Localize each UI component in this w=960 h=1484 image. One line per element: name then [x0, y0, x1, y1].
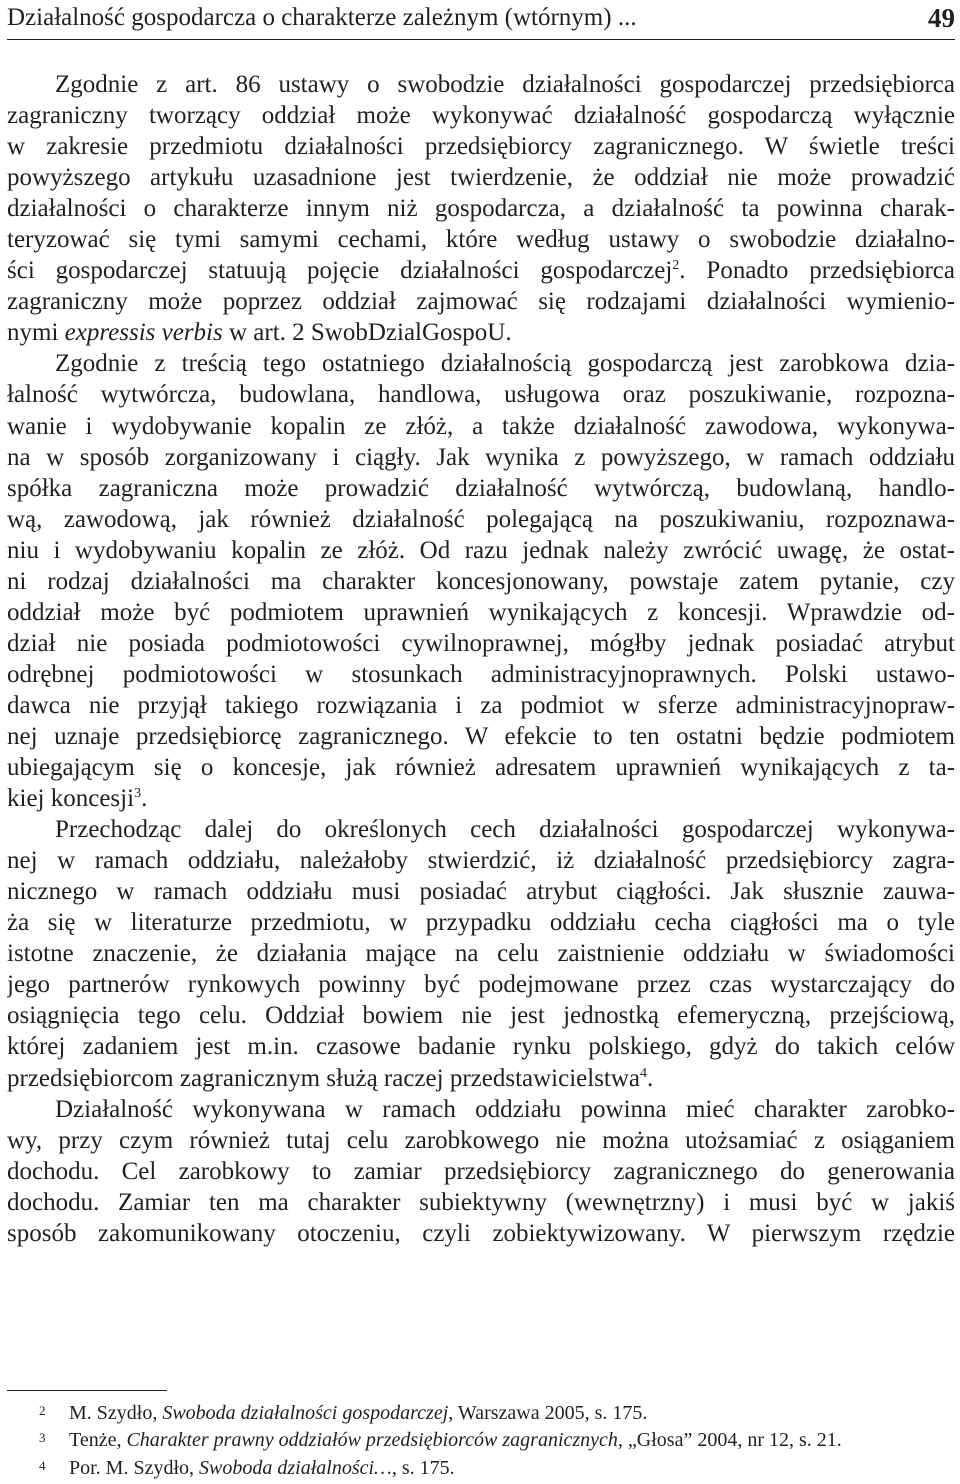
- text-line-tail: .: [141, 785, 148, 813]
- text-line: [7, 379, 955, 410]
- text-line-content: Działalność wykonywana w ramach oddziału powinna mieć charakter zarobko-: [55, 1095, 955, 1123]
- footnote-author: Por. M. Szydło,: [69, 1456, 200, 1479]
- text-line: [7, 597, 955, 628]
- text-line-content: w zakresie przedmiotu działalności przedsiębiorcy zagranicznego. W świetle treści: [7, 133, 955, 161]
- footnote: [7, 1400, 955, 1427]
- text-line: [7, 131, 955, 162]
- text-line: [7, 1218, 955, 1249]
- text-line: [7, 473, 955, 504]
- text-line-content: oddział może być podmiotem uprawnień wynikających z koncesji. Wprawdzie od-: [7, 598, 955, 626]
- text-line-content: działalności o charakterze innym niż gospodarcza, a działalność ta powinna charak-: [7, 195, 955, 223]
- text-line: [7, 659, 955, 690]
- text-line-content: jego partnerów rynkowych powinny być podejmowane przez czas wystarczający do: [7, 971, 955, 999]
- text-line: [7, 969, 955, 1000]
- italic-phrase: expressis verbis: [64, 319, 223, 347]
- text-line-tail: w art. 2 SwobDzialGospoU.: [222, 319, 512, 347]
- text-line: [7, 566, 955, 597]
- text-line-content: dawca nie przyjął takiego rozwiązania i za podmiot w sferze administracyjnopraw-: [7, 691, 955, 719]
- text-line-content: której zadaniem jest m.in. czasowe badanie rynku polskiego, gdyż do takich celów: [7, 1033, 955, 1061]
- footnote: [7, 1427, 955, 1454]
- text-line-content: przedsiębiorcom zagranicznym służą raczej przedstawicielstwa: [7, 1064, 641, 1092]
- text-line: [7, 1000, 955, 1031]
- text-line: [7, 721, 955, 752]
- text-line-content: dział nie posiada podmiotowości cywilnoprawnej, mógłby jednak posiadać atrybut: [7, 629, 955, 657]
- text-line-content: osiągnięcia tego celu. Oddział bowiem nie jest jednostką efemeryczną, przejściową,: [7, 1002, 955, 1030]
- text-line: [7, 255, 955, 286]
- text-line-content: nicznego w ramach oddziału musi posiadać atrybut ciągłości. Jak słusznie zauwa-: [7, 878, 955, 906]
- running-header: [7, 3, 955, 33]
- text-line-content: nej uznaje przedsiębiorcę zagranicznego. W efekcie to ten ostatni będzie podmiotem: [7, 722, 955, 750]
- footnote-details: , Warszawa 2005, s. 175.: [448, 1402, 648, 1424]
- text-line-content: wą, zawodową, jak również działalność polegającą na poszukiwaniu, rozpoznawa-: [7, 505, 955, 533]
- text-line-content: nymi: [7, 319, 65, 347]
- text-line: [7, 814, 955, 845]
- text-line: [7, 100, 955, 131]
- footnote-separator: [7, 1390, 167, 1391]
- text-line: [7, 752, 955, 783]
- text-line-content: ża się w literaturze przedmiotu, w przypadku oddziału cecha ciągłości ma o tyle: [7, 909, 955, 937]
- footnote: [7, 1455, 955, 1482]
- text-line: [7, 411, 955, 442]
- text-line-tail: . Ponadto przedsiębiorca: [679, 257, 955, 285]
- footnote-title: Swoboda działalności…: [199, 1456, 392, 1479]
- text-line: [7, 1063, 955, 1094]
- text-line-content: ści gospodarczej statuują pojęcie działalności gospodarczej: [7, 257, 673, 285]
- footnotes: [7, 1400, 955, 1482]
- text-line: [7, 286, 955, 317]
- text-line: [7, 907, 955, 938]
- text-line: [7, 162, 955, 193]
- text-line-content: wy, przy czym również tutaj celu zarobkowego nie można utożsamiać z osiąganiem: [7, 1126, 955, 1154]
- running-title: Działalność gospodarcza o charakterze zależnym (wtórnym) ...: [7, 4, 637, 31]
- text-line-content: Zgodnie z treścią tego ostatniego działalnością gospodarczą jest zarobkowa dzia-: [55, 350, 955, 378]
- footnote-author: M. Szydło,: [69, 1402, 163, 1424]
- text-line-content: istotne znaczenie, że działania mające na celu zaistnienie oddziału w świadomości: [7, 940, 955, 968]
- footnote-number: 3: [39, 1430, 46, 1446]
- text-line-content: ubiegającym się o koncesje, jak również adresatem uprawnień wynikających z ta-: [7, 754, 955, 782]
- text-line: [7, 535, 955, 566]
- text-line-content: łalność wytwórcza, budowlana, handlowa, usługowa oraz poszukiwanie, rozpozna-: [7, 381, 955, 409]
- text-line: [7, 938, 955, 969]
- footnote-number: 2: [39, 1403, 46, 1418]
- text-line: [7, 783, 955, 814]
- text-line-content: kiej koncesji: [7, 785, 135, 813]
- text-line: [7, 1125, 955, 1156]
- text-line-content: teryzować się tymi samymi cechami, które według ustawy o swobodzie działalno-: [7, 226, 955, 254]
- footnote-author: Tenże,: [69, 1429, 127, 1452]
- text-line: [7, 1156, 955, 1187]
- text-line: [7, 1187, 955, 1218]
- footnote-number: 4: [39, 1457, 46, 1473]
- text-line-content: nej w ramach oddziału, należałoby stwierdzić, iż działalność przedsiębiorcy zagra-: [7, 847, 955, 875]
- text-line-content: dochodu. Zamiar ten ma charakter subiektywny (wewnętrzny) i musi być w jakiś: [7, 1188, 955, 1216]
- footnote-details: , s. 175.: [391, 1456, 455, 1479]
- text-line-content: niu i wydobywaniu kopalin ze złóż. Od razu jednak należy zwrócić uwagę, że ostat-: [7, 536, 955, 564]
- text-line: [7, 193, 955, 224]
- page-number: 49: [928, 3, 955, 33]
- footnote-details: , „Głosa” 2004, nr 12, s. 21.: [617, 1429, 842, 1452]
- footnote-reference[interactable]: 2: [672, 258, 680, 274]
- text-line: [7, 690, 955, 721]
- text-line-content: Zgodnie z art. 86 ustawy o swobodzie działalności gospodarczej przedsiębiorca: [55, 71, 955, 98]
- body-text: [7, 69, 955, 1249]
- text-line-tail: .: [647, 1064, 654, 1092]
- text-line-content: sposób zakomunikowany otoczeniu, czyli zobiektywizowany. W pierwszym rzędzie: [7, 1219, 955, 1247]
- text-line: [7, 317, 955, 348]
- text-line: [7, 628, 955, 659]
- text-line-content: spółka zagraniczna może prowadzić działalność wytwórczą, budowlaną, handlo-: [7, 474, 955, 502]
- text-line-content: na w sposób zorganizowany i ciągły. Jak wynika z powyższego, w ramach oddziału: [7, 443, 955, 471]
- text-line: [7, 504, 955, 535]
- text-line-content: zagraniczny tworzący oddział może wykonywać działalność gospodarczą wyłącznie: [7, 102, 955, 130]
- footnote-reference[interactable]: 4: [640, 1065, 648, 1081]
- document-page: [7, 0, 955, 1484]
- text-line: [7, 876, 955, 907]
- footnote-reference[interactable]: 3: [134, 786, 142, 802]
- text-line: [7, 224, 955, 255]
- text-line-content: powyższego artykułu uzasadnione jest twierdzenie, że oddział nie może prowadzić: [7, 164, 955, 192]
- text-line: [7, 69, 955, 100]
- text-line-content: Przechodząc dalej do określonych cech działalności gospodarczej wykonywa-: [55, 816, 955, 844]
- text-line-content: odrębnej podmiotowości w stosunkach administracyjnoprawnych. Polski ustawo-: [7, 660, 955, 688]
- footnote-title: Swoboda działalności gospodarczej: [162, 1402, 449, 1424]
- text-line-content: dochodu. Cel zarobkowy to zamiar przedsiębiorcy zagranicznego do generowania: [7, 1157, 955, 1185]
- text-line: [7, 1094, 955, 1125]
- footnote-title: Charakter prawny oddziałów przedsiębiorców zagranicznych: [126, 1429, 618, 1452]
- header-rule: [7, 39, 955, 40]
- text-line: [7, 442, 955, 473]
- text-line: [7, 845, 955, 876]
- text-line-content: wanie i wydobywanie kopalin ze złóż, a także działalność zawodowa, wykonywa-: [7, 412, 955, 440]
- text-line: [7, 1031, 955, 1062]
- text-line-content: ni rodzaj działalności ma charakter koncesjonowany, powstaje zatem pytanie, czy: [7, 567, 955, 595]
- text-line: [7, 348, 955, 379]
- text-line-content: zagraniczny może poprzez oddział zajmować się rodzajami działalności wymienio-: [7, 288, 955, 316]
